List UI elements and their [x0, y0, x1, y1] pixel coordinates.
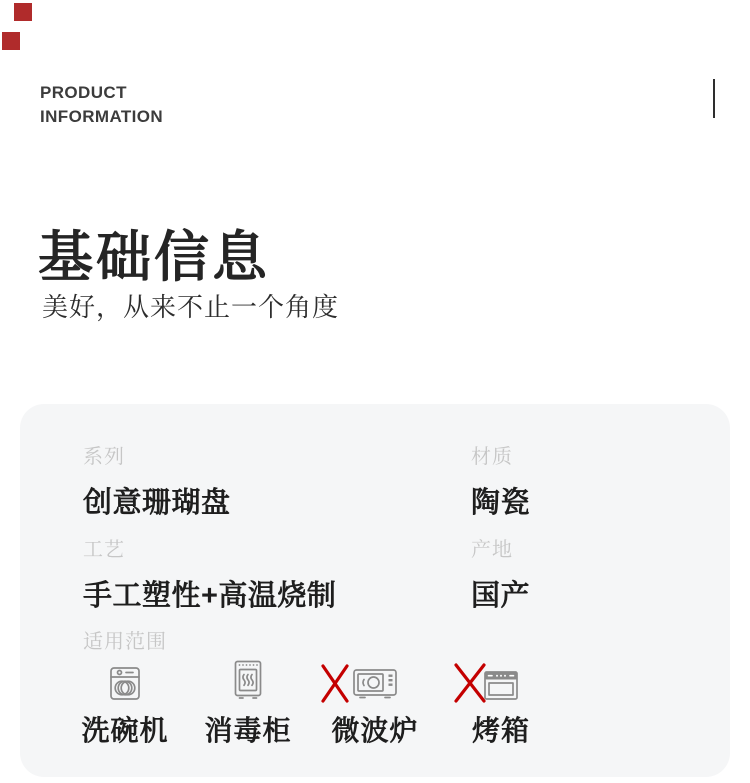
page-subtitle: 美好，从来不止一个角度 [42, 292, 340, 322]
not-suitable-cross-icon [322, 665, 348, 702]
sterilizer-icon [186, 656, 310, 700]
field-label: 工艺 [83, 539, 125, 561]
field-label: 产地 [471, 539, 513, 561]
suitability-item-label: 微波炉 [331, 715, 419, 746]
dishwasher-icon [63, 656, 187, 700]
field-label: 系列 [83, 446, 125, 468]
field-label: 材质 [471, 446, 513, 468]
eyebrow-line1: PRODUCT [40, 83, 127, 102]
suitability-item-label: 洗碗机 [81, 715, 169, 746]
basic-info-card [20, 404, 730, 777]
page-title: 基础信息 [38, 226, 271, 288]
field-origin [471, 533, 530, 614]
suitability-label: 适用范围 [83, 631, 167, 653]
field-value: 创意珊瑚盘 [83, 487, 231, 519]
field-value: 国产 [471, 580, 531, 612]
field-material [471, 440, 530, 521]
suitability-item-label: 烤箱 [471, 715, 530, 746]
field-value: 陶瓷 [471, 487, 531, 519]
field-craft [83, 533, 336, 614]
oven-icon [439, 656, 563, 700]
section-eyebrow [40, 81, 163, 129]
field-series [83, 440, 231, 521]
accent-vertical-line [713, 79, 715, 118]
accent-square-icon [14, 3, 32, 21]
suitability-item-label: 消毒柜 [204, 715, 292, 746]
microwave-icon [313, 656, 437, 700]
suitability-item-sterilizer [186, 656, 310, 749]
suitability-item-microwave [313, 656, 437, 749]
not-suitable-cross-icon [454, 664, 486, 702]
field-value: 手工塑性+高温烧制 [83, 580, 337, 612]
accent-square-icon [2, 32, 20, 50]
eyebrow-line2: INFORMATION [40, 107, 164, 126]
suitability-item-dishwasher [63, 656, 187, 749]
suitability-item-oven [439, 656, 563, 749]
